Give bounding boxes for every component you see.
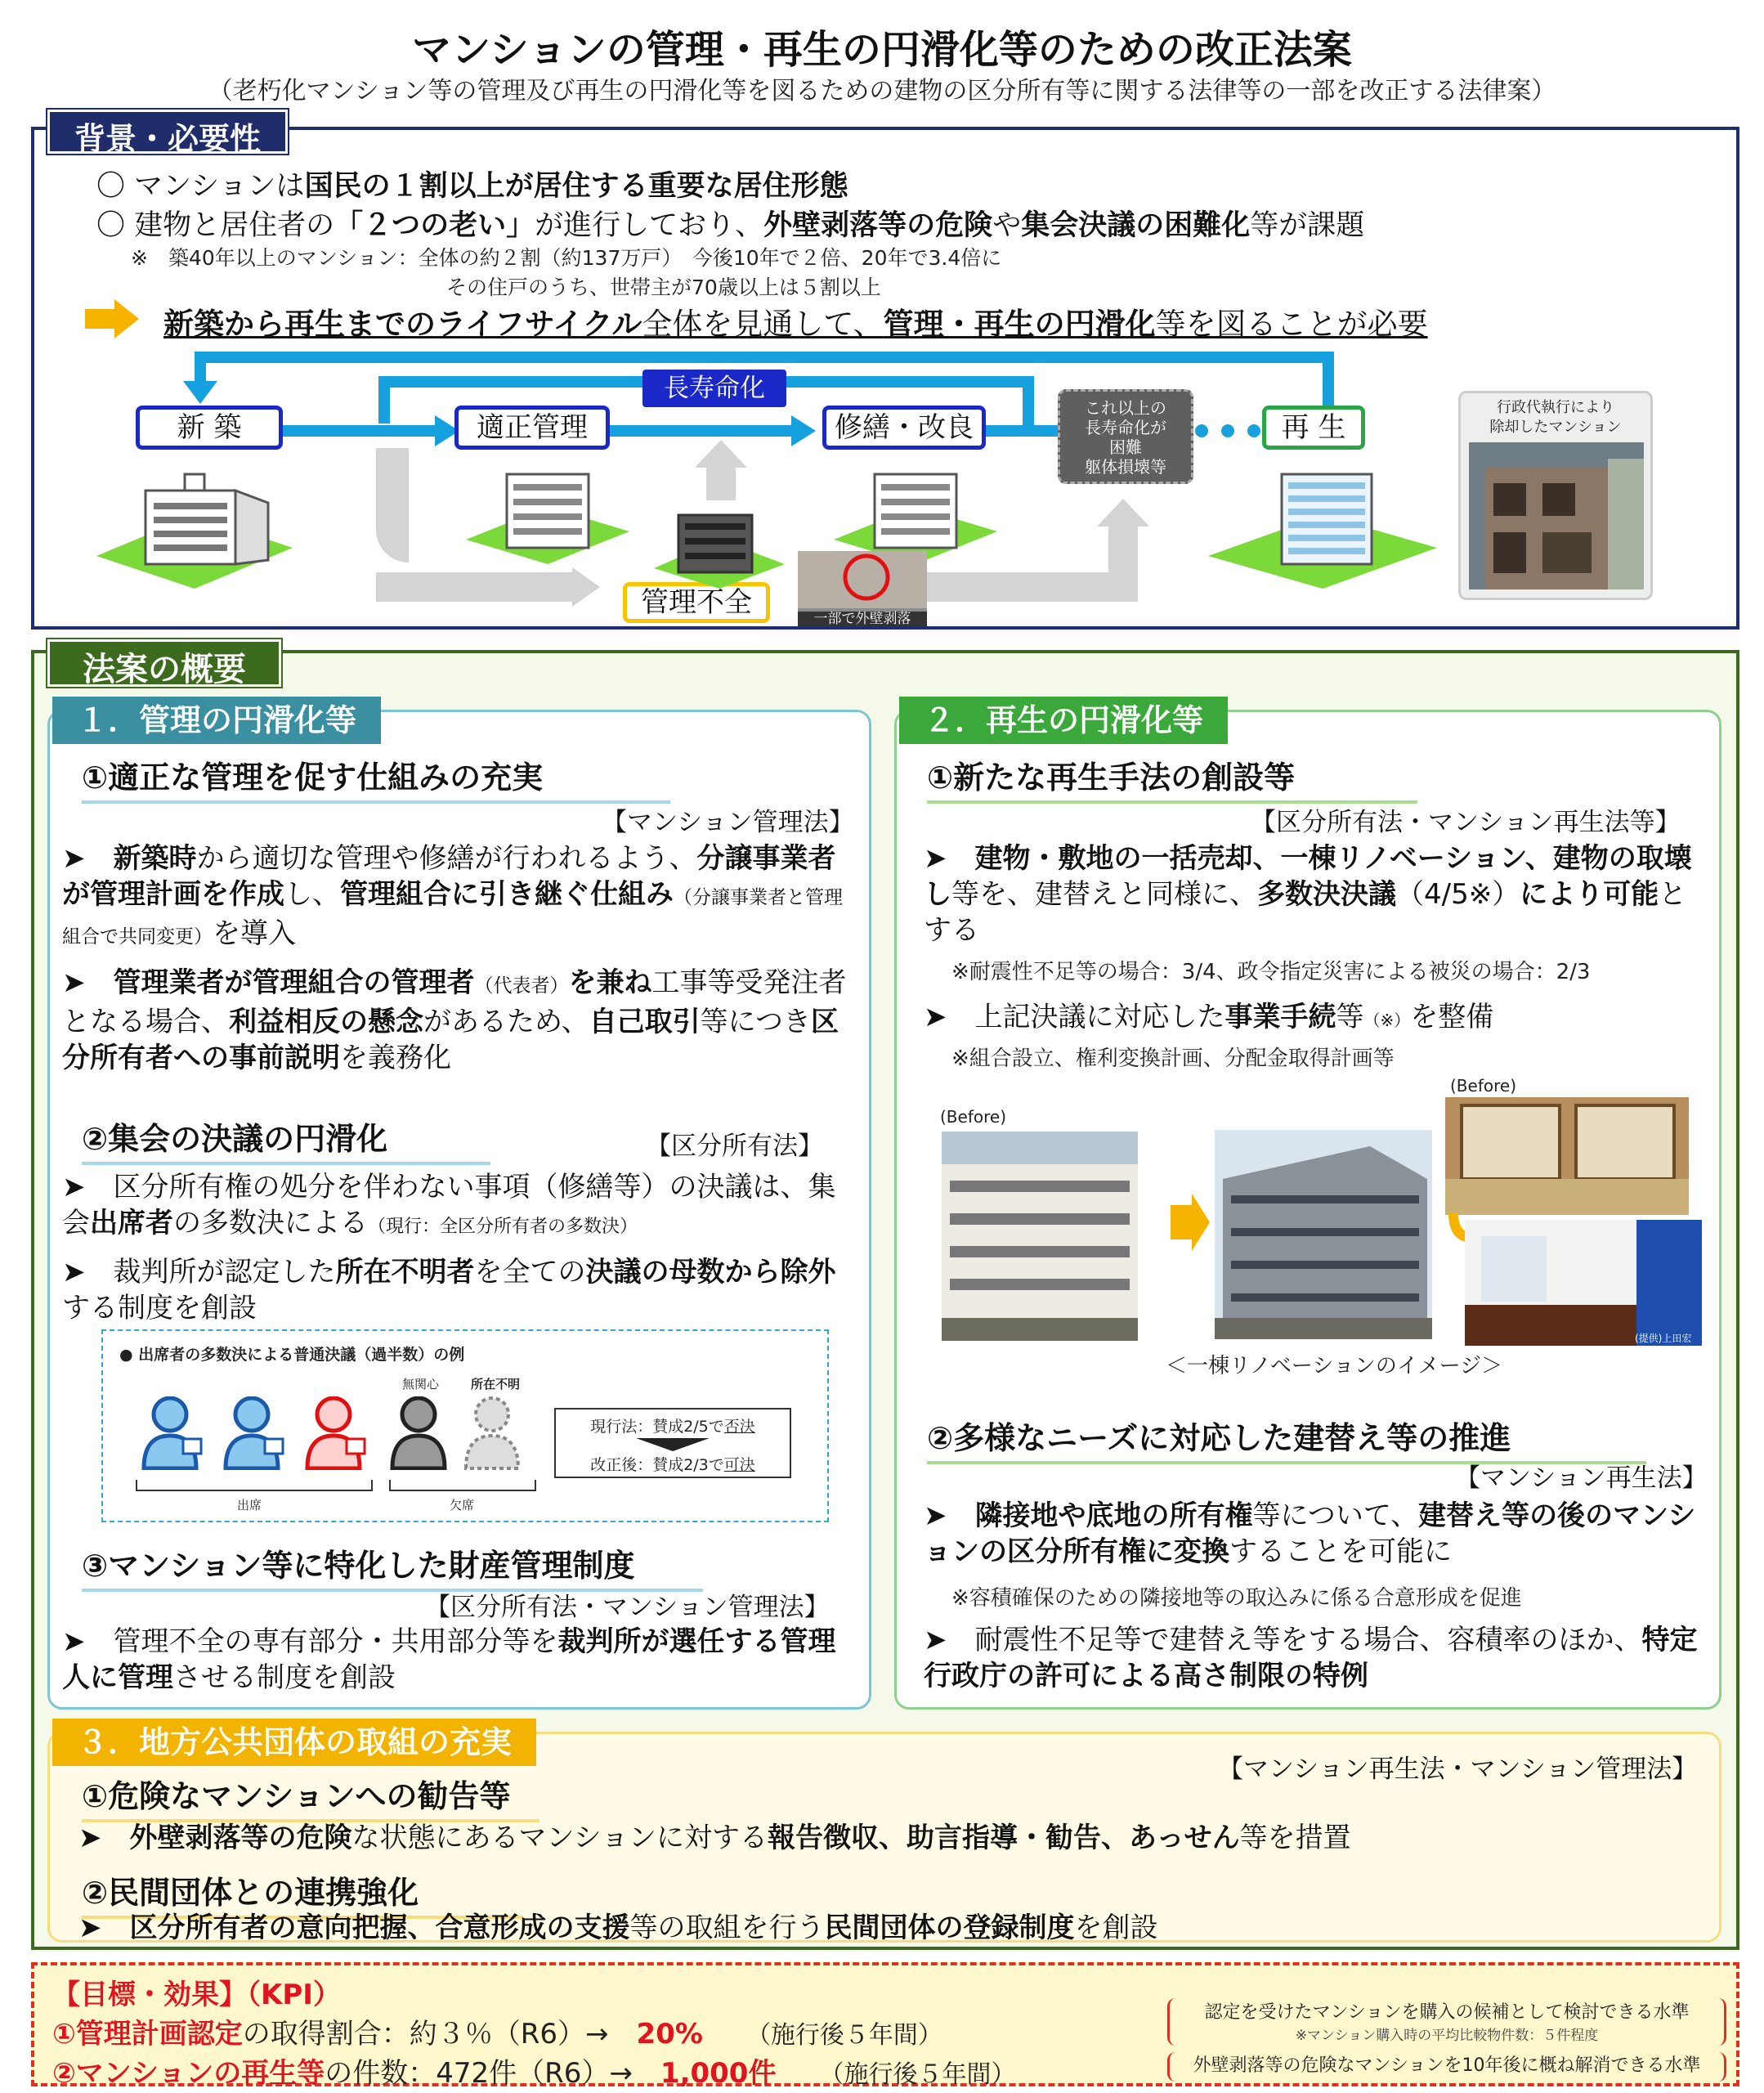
s2-sub1-note-2: ※組合設立、権利変換計画、分配金取得計画等 [951,1046,1395,1071]
s2-sub1-law: 【区分所有法・マンション再生法等】 [1251,808,1681,837]
arrow-right-icon [791,415,816,446]
section-local-government-heading: ３．地方公共団体の取組の充実 [52,1719,536,1766]
spalling-caption: 一部で外壁剥落 [798,612,927,626]
person-against-icon [304,1396,369,1470]
lifecycle-arrow-top [195,352,1334,363]
arrow-repair-to-limit [986,425,1059,437]
page-title: マンションの管理・再生の円滑化等のための改正法案 [412,27,1352,73]
s3-sub1-title: ①危険なマンションへの勧告等 [82,1771,539,1822]
person-unknown-icon [463,1396,528,1470]
arrow-limit-to-regen [1195,424,1260,437]
after-room-photo [1465,1220,1702,1346]
kpi-section [31,1962,1739,2090]
label-attend: 出席 [237,1498,262,1513]
s2-sub1-bullet-2: ➤ 上記決議に対応した事業手続等（※）を整備 [924,1001,1494,1033]
s1-sub3-bullet-1: ➤ 管理不全の専有部分・共用部分等を裁判所が選任する管理人に管理させる制度を創設 [62,1625,836,1694]
rule-compare-box [554,1408,791,1478]
photo-credit: (提供)上田宏 [1635,1333,1692,1344]
s1-sub2-title: ②集会の決議の円滑化 [82,1114,490,1165]
rule-after: 改正後：賛成2/3で可決 [590,1456,755,1474]
arrow-right-icon [1171,1194,1210,1251]
kpi-heading: 【目標・効果】（KPI） [52,1979,341,2011]
kpi-note-1-text: 認定を受けたマンションを購入の候補として検討できる水準 [1204,2002,1690,2023]
section-regeneration-heading: ２．再生の円滑化等 [899,697,1228,744]
kpi-note-2: 外壁剥落等の危険なマンションを10年後に概ね解消できる水準 [1167,2052,1726,2082]
arrow-down-icon [636,1438,710,1451]
s1-sub1-law: 【マンション管理法】 [602,808,854,837]
kpi-note-1 [1167,1998,1726,2046]
demolished-photo [1469,442,1644,589]
building-repair-icon [826,458,1005,564]
before-building-photo [942,1132,1138,1341]
limit-line-2: 長寿命化が [1085,418,1166,437]
stage-limit [1058,389,1193,484]
arrow-new-to-proper [283,425,442,437]
arrow-right-icon [572,567,600,607]
spalling-circle-icon [798,551,927,608]
stage-repair: 修繕・改良 [822,406,986,450]
arrow-right-icon [85,299,139,338]
arrow-up-icon [695,440,747,468]
person-icon [222,1396,288,1470]
gray-arrow-up [1108,523,1138,602]
overview-heading: 法案の概要 [47,639,281,687]
before-label-2: (Before) [1450,1076,1516,1096]
s1-sub3-title: ③マンション等に特化した財産管理制度 [82,1540,703,1592]
gray-arrow-to-poor [376,572,575,602]
s1-sub2-bullet-1: ➤ 区分所有権の処分を伴わない事項（修繕等）の決議は、集会出席者の多数決による（現行：全区分所有者の多数決） [62,1171,836,1239]
building-proper-icon [458,458,638,564]
kpi-note-1-sub: ※マンション購入時の平均比較物件数：５件程度 [1295,2028,1599,2044]
s2-sub1-title: ①新たな再生手法の創設等 [927,752,1417,804]
stage-poor-management: 管理不全 [623,582,770,623]
renovation-image-caption: ＜一棟リノベーションのイメージ＞ [1166,1354,1503,1378]
gray-arrow-down [376,448,409,562]
voting-diagram-title: ● 出席者の多数決による普通決議（過半数）の例 [119,1346,465,1364]
longlife-arrow-right [1023,376,1034,432]
s1-sub2-law: 【区分所有法】 [646,1132,823,1161]
s3-sub2-title: ②民間団体との連携強化 [82,1867,523,1919]
demolished-photo-card [1458,391,1653,600]
s2-sub2-title: ②多様なニーズに対応した建替え等の推進 [927,1413,1646,1464]
arrow-proper-to-repair [610,425,798,437]
kpi-row-2: ②マンションの再生等の件数：472件（R6）→ 1,000件 （施行後５年間） [52,2057,1016,2090]
s1-sub1-title: ①適正な管理を促す仕組みの充実 [82,752,670,804]
s1-sub1-bullet-1: ➤ 新築時から適切な管理や修繕が行われるよう、分譲事業者が管理計画を作成し、管理組合に引き継ぐ仕組み（分譲事業者と管理組合で共同変更）を導入 [62,842,843,950]
s3-law: 【マンション再生法・マンション管理法】 [1218,1755,1698,1784]
building-poor-icon [654,499,785,589]
after-building-photo [1215,1130,1432,1339]
page-subtitle: （老朽化マンション等の管理及び再生の円滑化等を図るための建物の区分所有等に関する法律等の一部を改正する法律案） [208,77,1556,105]
background-note-2: その住戸のうち、世帯主が70歳以上は５割以上 [446,276,881,299]
s2-sub2-law: 【マンション再生法】 [1455,1463,1708,1493]
stage-regeneration: 再 生 [1262,406,1365,450]
arrow-up-icon [1097,499,1149,527]
before-label-1: (Before) [940,1107,1006,1127]
longlife-arrow-left [378,376,390,424]
person-icon [141,1396,206,1470]
s1-sub3-law: 【区分所有法・マンション管理法】 [425,1593,830,1622]
label-unknown: 所在不明 [471,1377,521,1392]
label-absent: 欠席 [450,1498,475,1513]
background-conclusion: 新築から再生までのライフサイクル全体を見通して、管理・再生の円滑化等を図ることが必要 [163,307,1428,342]
stage-new: 新 築 [136,406,283,450]
section-management-heading: １．管理の円滑化等 [52,697,381,744]
limit-line-1: これ以上の [1085,398,1166,418]
s1-sub2-bullet-2: ➤ 裁判所が認定した所在不明者を全ての決議の母数から除外する制度を創設 [62,1256,836,1324]
kpi-row-1: ①管理計画認定の取得割合：約３％（R6）→ 20% （施行後５年間） [52,2018,942,2050]
background-note-1: ※ 築40年以上のマンション：全体の約２割（約137万戸） 今後10年で２倍、20年で3.4倍に [131,246,1002,270]
lifecycle-arrow-left-down [195,352,206,384]
s2-sub2-note: ※容積確保のための隣接地等の取込みに係る合意形成を促進 [951,1586,1522,1611]
s3-sub1-bullet: ➤ 外壁剥落等の危険な状態にあるマンションに対する報告徴収、助言指導・勧告、あっせん等を措置 [78,1822,1351,1854]
s2-sub1-note-1: ※耐震性不足等の場合：3/4、政令指定災害による被災の場合：2/3 [951,960,1591,984]
voting-diagram [101,1329,829,1522]
demolished-caption: 行政代執行により 除却したマンション [1489,399,1622,436]
limit-line-3: 困難 [1109,437,1142,457]
s2-sub2-bullet-2: ➤ 耐震性不足等で建替え等をする場合、容積率のほか、特定行政庁の許可による高さ制限の特例 [924,1624,1698,1692]
gray-arrow-repair-up [706,466,736,500]
gray-arrow-to-regen [924,572,1136,602]
background-heading: 背景・必要性 [47,110,288,154]
attend-bracket [136,1480,373,1491]
limit-line-4: 躯体損壊等 [1085,457,1166,477]
longlife-label: 長寿命化 [642,370,786,407]
rule-now: 現行法：賛成2/5で否決 [590,1418,755,1436]
person-indifferent-icon [389,1396,454,1470]
absent-bracket [389,1480,536,1491]
stage-proper-management: 適正管理 [454,406,610,450]
before-room-photo [1445,1097,1689,1215]
s2-sub2-bullet-1: ➤ 隣接地や底地の所有権等について、建替え等の後のマンションの区分所有権に変換することを可能に [924,1499,1696,1568]
spalling-photo [798,551,927,627]
s1-sub1-bullet-2: ➤ 管理業者が管理組合の管理者（代表者）を兼ね工事等受発注者となる場合、利益相反の懸念があるため、自己取引等につき区分所有者への事前説明を義務化 [62,966,847,1074]
s3-sub2-bullet: ➤ 区分所有者の意向把握、合意形成の支援等の取組を行う民間団体の登録制度を創設 [78,1911,1158,1944]
label-indifferent: 無関心 [402,1377,440,1392]
building-regen-icon [1200,458,1445,589]
s2-sub1-bullet-1: ➤ 建物・敷地の一括売却、一棟リノベーション、建物の取壊し等を、建替えと同様に、多数決決議（4/5※）により可能とする [924,842,1692,947]
building-new-icon [88,458,301,589]
arrow-down-icon [183,381,217,404]
background-point-1: 〇 マンションは国民の１割以上が居住する重要な居住形態 [96,170,848,203]
background-point-2: 〇 建物と居住者の「２つの老い」が進行しており、外壁剥落等の危険や集会決議の困難化等が課題 [96,209,1365,242]
